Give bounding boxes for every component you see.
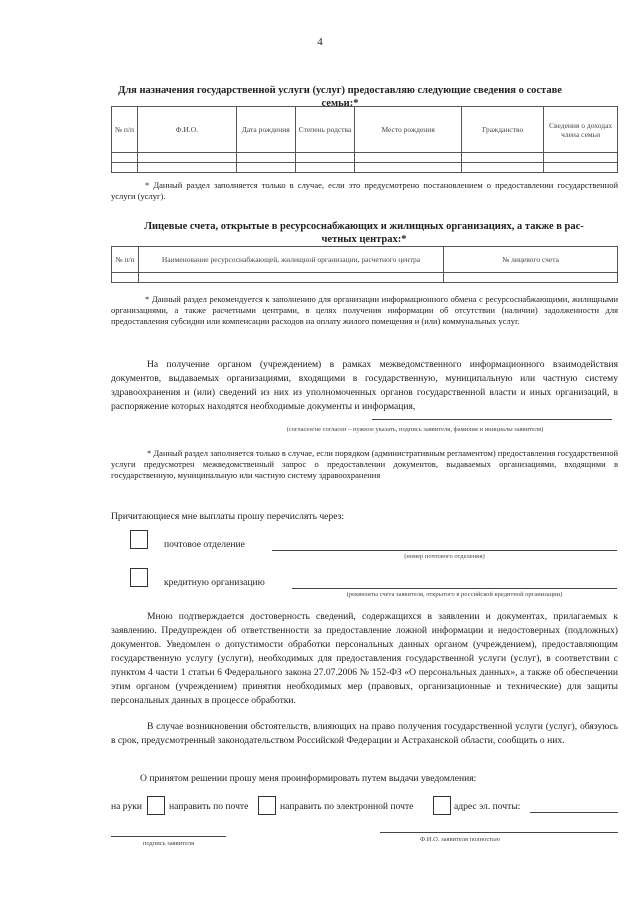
family-cell[interactable] — [544, 163, 618, 173]
accounts-note: * Данный раздел рекомендуется к заполнению для организации информационного обмена с ресурсоснабжающими, жилищными организациями, а также расчетными центрами, в целях получения информации об отсутствии (наличии) задолженности для предоставления субсидии или компенсации расходов на оплату жилого помещения и (или) коммунальных услуг. — [111, 294, 618, 326]
payment-intro: Причитающиеся мне выплаты прошу перечислять через: — [111, 511, 345, 522]
consent-caption: (согласен/не согласен – нужное указать, подпись заявителя, фамилия и инициалы заявителя) — [286, 426, 544, 433]
accounts-col-number: № п/п — [112, 247, 139, 273]
bank-caption: (реквизиты счета заявителя, открытого в российской кредитной организации) — [346, 591, 563, 598]
family-cell[interactable] — [355, 163, 462, 173]
family-heading-line2: семьи:* — [321, 98, 359, 109]
applicant-name-line[interactable] — [380, 832, 618, 833]
family-cell[interactable] — [462, 153, 544, 163]
family-col-birthdate: Дата рождения — [236, 107, 295, 153]
email-delivery-label: направить по электронной почте — [280, 801, 414, 812]
email-address-label: адрес эл. почты: — [454, 801, 521, 812]
family-col-number: № п/п — [112, 107, 138, 153]
family-cell[interactable] — [295, 153, 354, 163]
accounts-heading-line2: четных центрах:* — [321, 234, 407, 245]
applicant-signature-line[interactable] — [111, 836, 226, 837]
email-delivery-checkbox[interactable] — [433, 796, 451, 815]
family-cell[interactable] — [112, 153, 138, 163]
hand-delivery-checkbox[interactable] — [147, 796, 165, 815]
family-cell[interactable] — [295, 163, 354, 173]
family-cell[interactable] — [355, 153, 462, 163]
accounts-heading-line1: Лицевые счета, открытые в ресурсоснабжающих и жилищных организациях, а также в рас- — [144, 221, 584, 232]
bank-label: кредитную организацию — [164, 577, 265, 588]
accounts-col-organization: Наименование ресурсоснабжающей, жилищной организации, расчетного центра — [139, 247, 444, 273]
family-cell[interactable] — [236, 163, 295, 173]
family-cell[interactable] — [544, 153, 618, 163]
notification-intro: О принятом решении прошу меня проинформировать путем выдачи уведомления: — [140, 773, 477, 784]
consent-text: На получение органом (учреждением) в рамках межведомственного информационного взаимодействия документов, выдаваемых организациями, входящими в государственную, муниципальную или частную систему здравоохранения и (или) сведений из них из уполномоченных органов государственной власти и иных организаций, в распоряжение которых находятся необходимые документы и информация, — [111, 359, 618, 412]
post-office-checkbox[interactable] — [130, 530, 148, 549]
applicant-name-caption: Ф.И.О. заявителя полностью — [420, 836, 500, 843]
confirmation-paragraph-1: Мною подтверждается достоверность сведений, содержащихся в заявлении и документах, прилагаемых к заявлению. Предупрежден об ответственности за предоставление ложной информации и недостоверных (подложных) документов. Уведомлен о допустимости обработки персональных данных органом (учреждением), предоставляющим государственную услугу (услуги), необходимых для предоставления государственной услуги (услуг), в соответствии с пунктом 4 части 1 статьи 6 Федерального закона 27.07.2006 № 152-ФЗ «О персональных данных», а также об обеспечении этим органом (учреждением) принятия необходимых мер (правовых, организационные и технические) для защиты персональных данных в процессе обработки. — [111, 611, 618, 706]
post-office-input[interactable] — [272, 550, 617, 551]
accounts-heading — [108, 220, 620, 246]
family-col-birthplace: Место рождения — [355, 107, 462, 153]
family-heading-line1: Для назначения государственной услуги (услуг) предоставляю следующие сведения о составе — [118, 85, 562, 96]
post-office-caption: (номер почтового отделения) — [404, 553, 485, 560]
family-cell[interactable] — [137, 163, 236, 173]
hand-delivery-label: на руки — [111, 801, 143, 812]
consent-note: * Данный раздел заполняется только в случае, если порядком (административным регламентом) предоставления государственной услуги предусмотрен межведомственный запрос о предоставлении документов, выдаваемых организациями, входящими в государственную, муниципальную или частную систему здравоохранения — [111, 448, 619, 480]
post-delivery-label: направить по почте — [169, 801, 249, 812]
family-cell[interactable] — [462, 163, 544, 173]
consent-signature-line[interactable] — [372, 419, 612, 420]
bank-input[interactable] — [292, 588, 617, 589]
family-table — [111, 106, 618, 173]
bank-checkbox[interactable] — [130, 568, 148, 587]
email-address-input[interactable] — [530, 812, 618, 813]
post-delivery-checkbox[interactable] — [258, 796, 276, 815]
family-col-citizenship: Гражданство — [462, 107, 544, 153]
accounts-table — [111, 246, 618, 283]
family-cell[interactable] — [236, 153, 295, 163]
family-cell[interactable] — [137, 153, 236, 163]
family-col-relation: Степень родства — [295, 107, 354, 153]
accounts-cell[interactable] — [444, 273, 618, 283]
accounts-cell[interactable] — [139, 273, 444, 283]
family-cell[interactable] — [112, 163, 138, 173]
family-note: * Данный раздел заполняется только в случае, если это предусмотрено постановлением о предоставлении государственной услуги (услуг). — [111, 180, 618, 201]
accounts-cell[interactable] — [112, 273, 139, 283]
accounts-col-account: № лицевого счета — [444, 247, 618, 273]
post-office-label: почтовое отделение — [164, 539, 245, 550]
family-col-name: Ф.И.О. — [137, 107, 236, 153]
page-number: 4 — [317, 36, 323, 48]
confirmation-paragraph-2: В случае возникновения обстоятельств, влияющих на право получения государственной услуги (услуг), обязуюсь в срок, предусмотренный законодательством Российской Федерации и Астраханской области, сообщить о них. — [111, 721, 618, 746]
applicant-signature-caption: подпись заявителя — [142, 840, 195, 847]
family-col-income: Сведения о доходах члена семьи — [544, 107, 618, 153]
